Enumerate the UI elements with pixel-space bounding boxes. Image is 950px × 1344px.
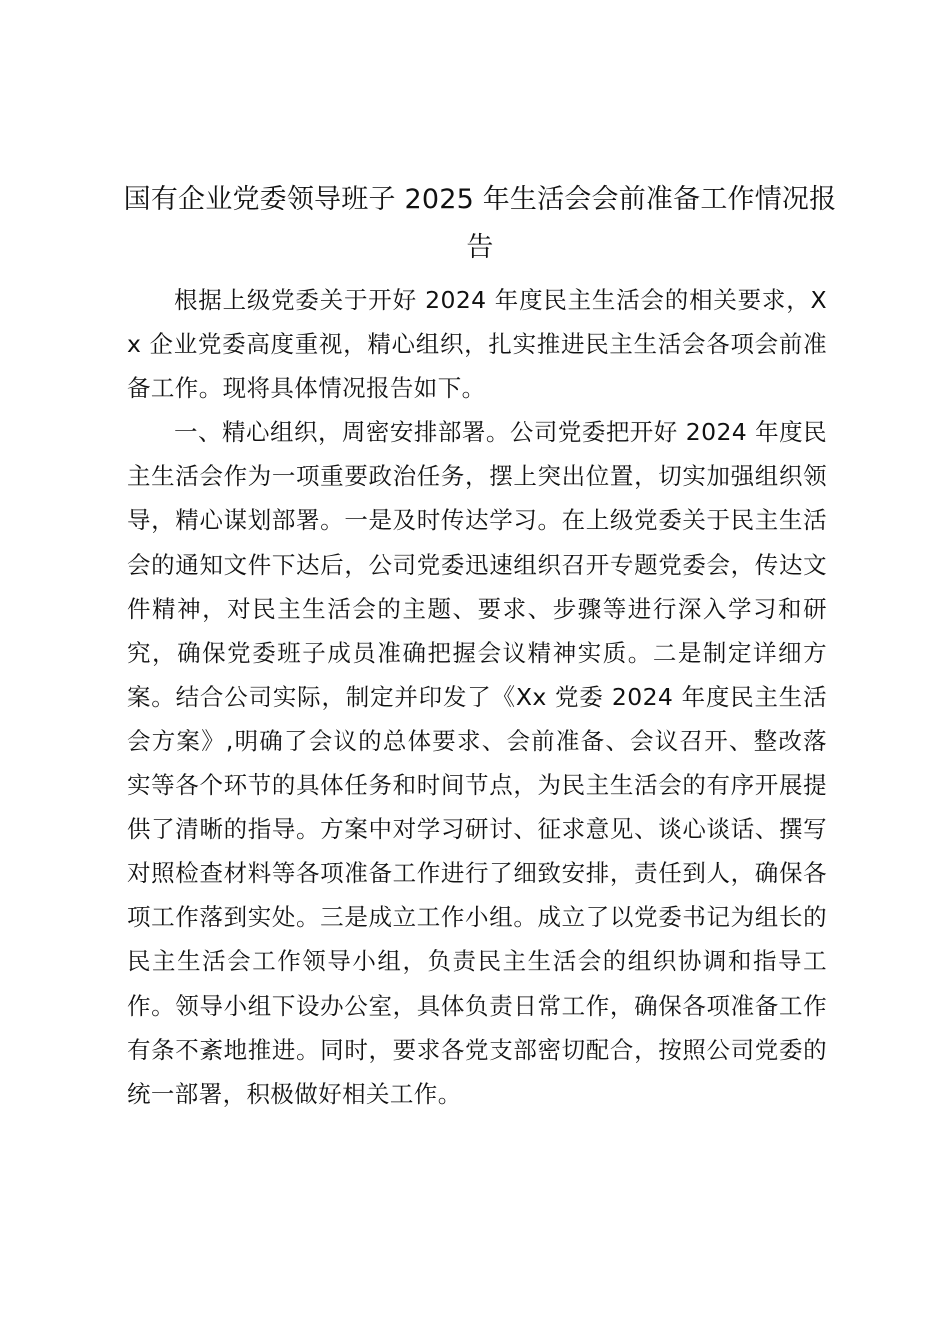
- document-title: 国有企业党委领导班子 2025 年生活会会前准备工作情况报告: [123, 184, 837, 263]
- section-one-paragraph: 一、精心组织，周密安排部署。公司党委把开好 2024 年度民主生活会作为一项重要政治任务，摆上突出位置，切实加强组织领导，精心谋划部署。一是及时传达学习。在上级党委关于民主生活会的通知文件下达后，公司党委迅速组织召开专题党委会，传达文件精神，对民主生活会的主题、要求、步骤等进行深入学习和研究，确保党委班子成员准确把握会议精神实质。二是制定详细方案。结合公司实际，制定并印发了《Xx 党委 2024 年度民主生活会方案》,明确了会议的总体要求、会前准备、会议召开、整改落实等各个环节的具体任务和时间节点，为民主生活会的有序开展提供了清晰的指导。方案中对学习研讨、征求意见、谈心谈话、撰写对照检查材料等各项准备工作进行了细致安排，责任到人，确保各项工作落到实处。三是成立工作小组。成立了以党委书记为组长的民主生活会工作领导小组，负责民主生活会的组织协调和指导工作。领导小组下设办公室，具体负责日常工作，确保各项准备工作有条不紊地推进。同时，要求各党支部密切配合，按照公司党委的统一部署，积极做好相关工作。: [127, 418, 827, 1108]
- document-body: [127, 278, 827, 1116]
- intro-paragraph: 根据上级党委关于开好 2024 年度民主生活会的相关要求，Xx 企业党委高度重视，精心组织，扎实推进民主生活会各项会前准备工作。现将具体情况报告如下。: [127, 286, 827, 403]
